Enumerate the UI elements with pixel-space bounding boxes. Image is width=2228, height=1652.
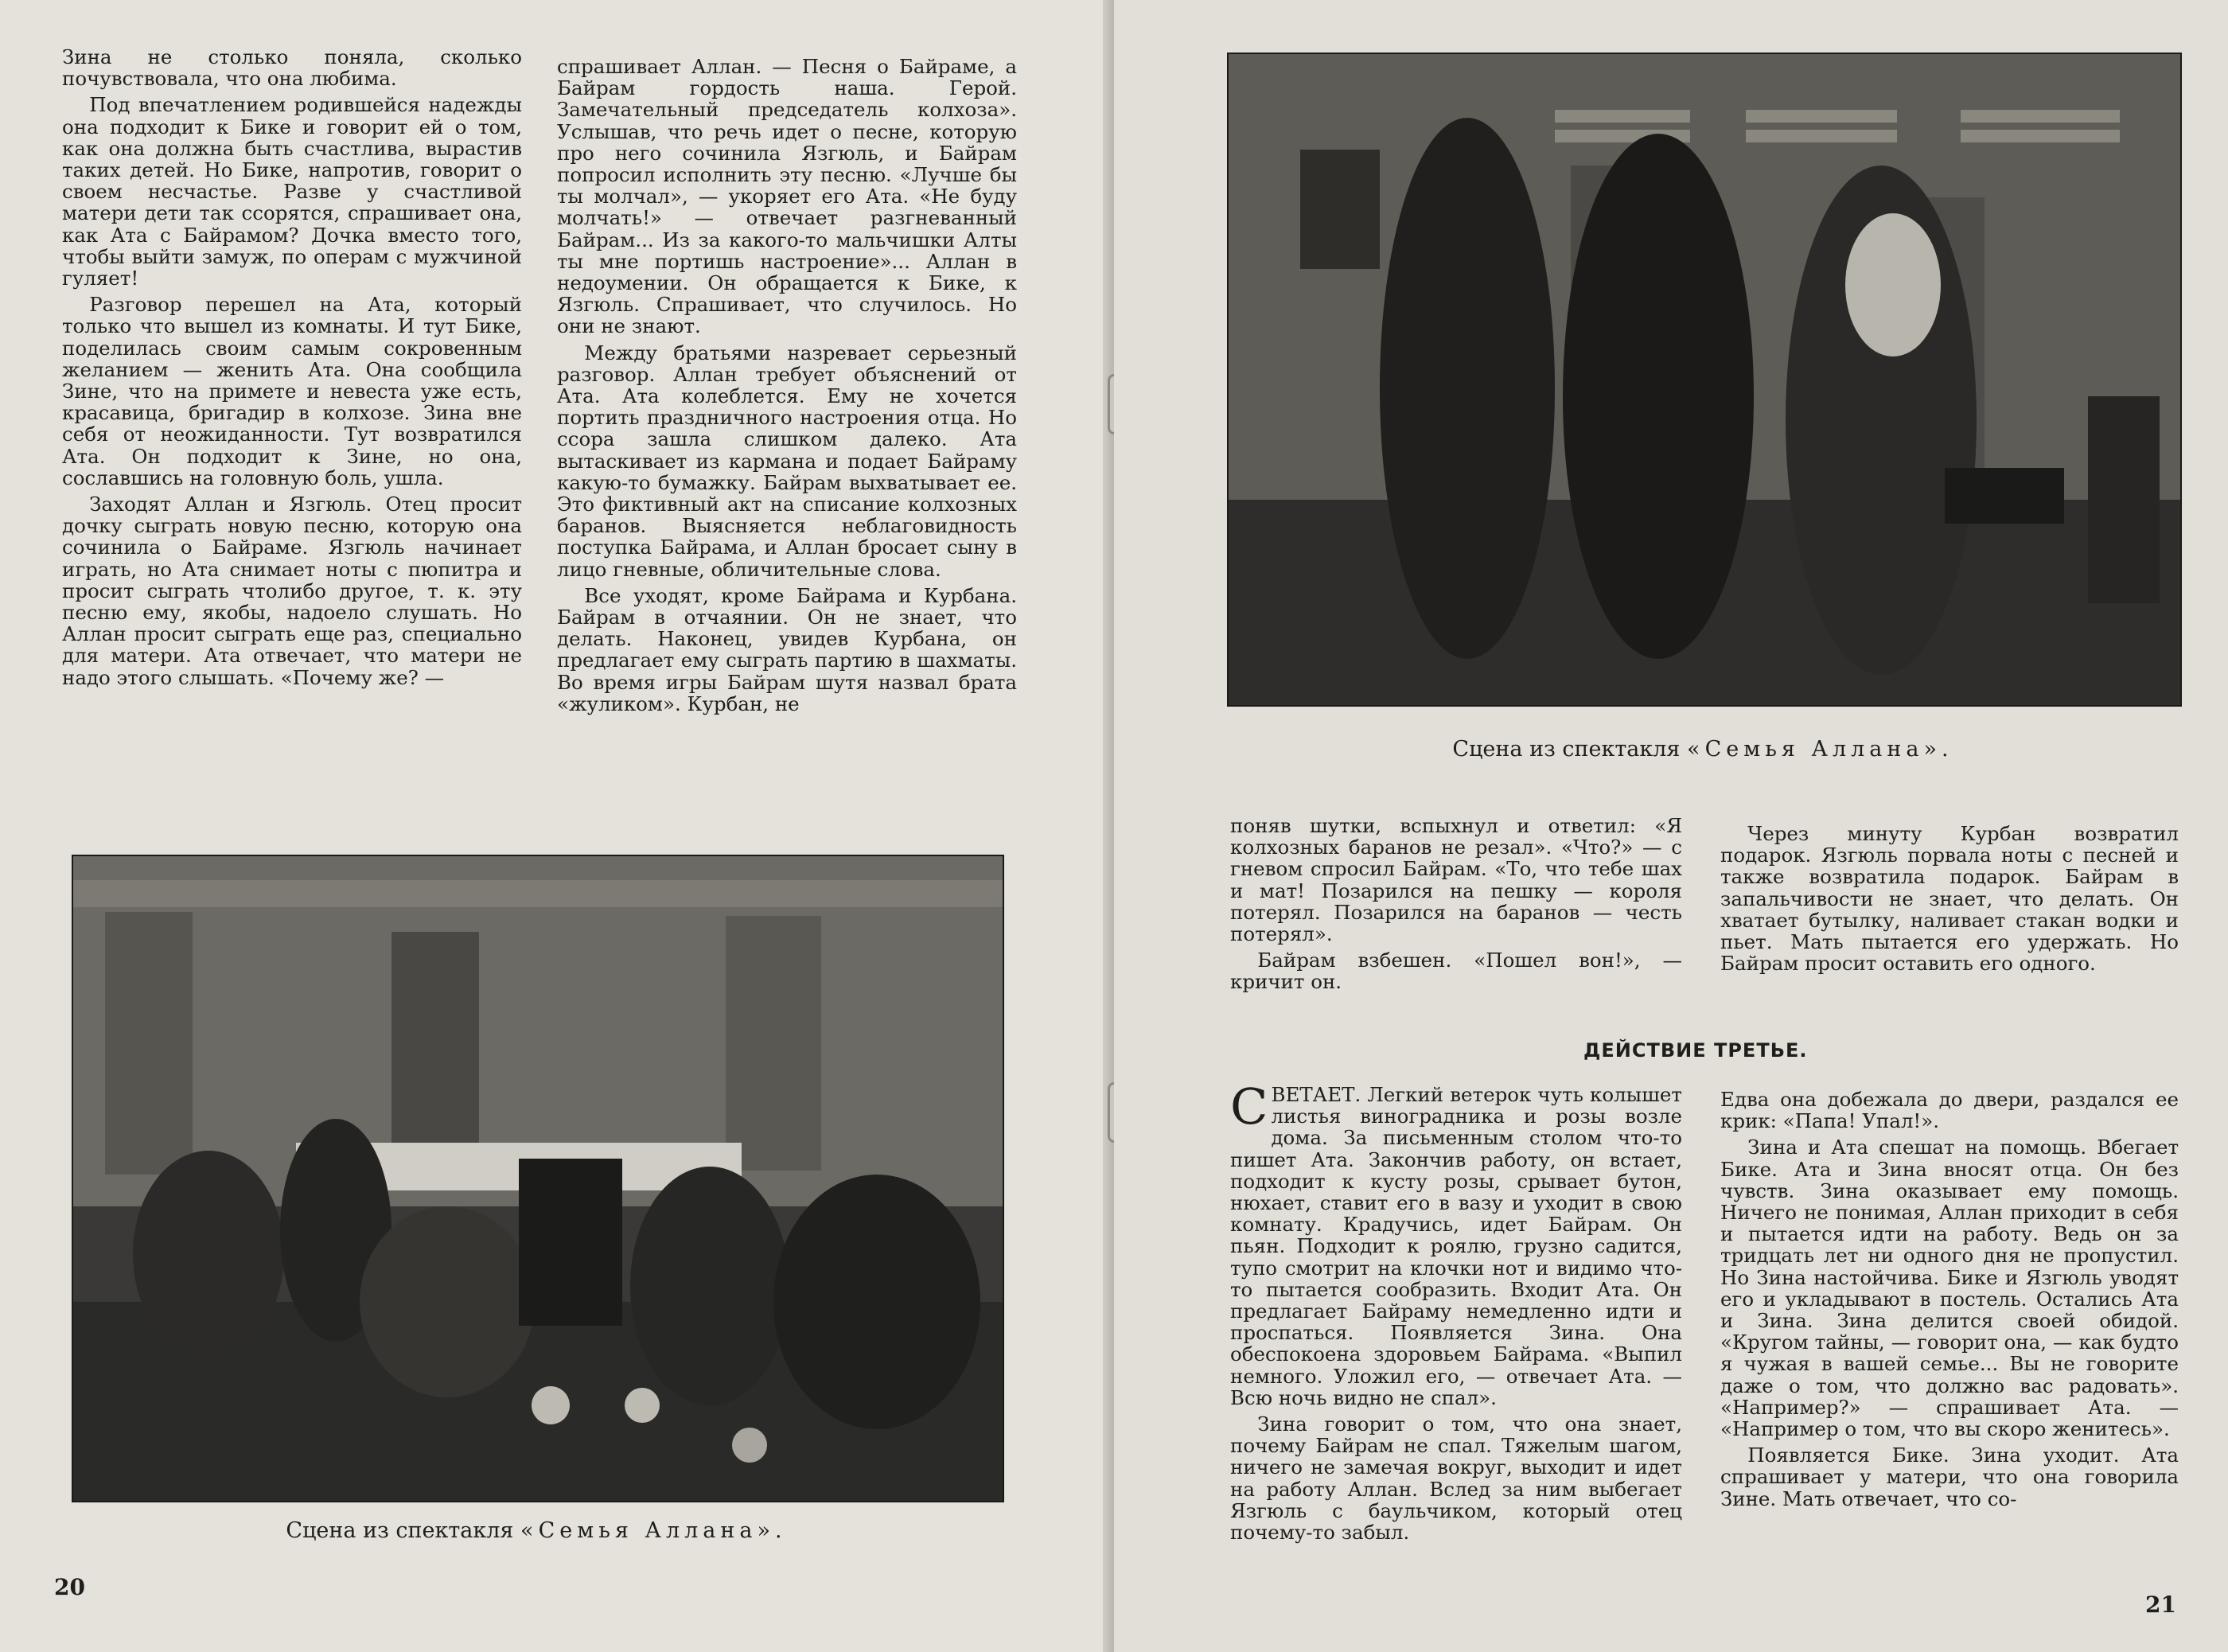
paragraph: Все уходят, кроме Байрама и Курбана. Байрам в отчаянии. Он не знает, что делать. Наконец, увидев Курбана, он предлагает ему сыграть партию в шахматы. Во время игры Байрам шутя назвал брата «жуликом». Курбан, не — [557, 583, 1017, 715]
paragraph: Зина не столько поняла, сколько почувствовала, что она любима. — [62, 45, 522, 91]
paragraph: Под впечатлением родившейся надежды она подходит к Бике и говорит ей о том, как она должна быть счастлива, вырастив таких детей. Но Бике, напротив, говорит о своем несчастье. Разве у счастливой матери дети так ссорятся, спрашивает она, как Ата с Байрамом? Дочка вместо того, чтобы выйти замуж, по операм с мужчиной гуляет! — [62, 93, 522, 290]
drop-cap: С — [1230, 1077, 1268, 1136]
caption-prefix: Сцена из спектакля — [1452, 737, 1681, 762]
theatre-scene-photo-handshake — [1227, 53, 2182, 707]
left-column-1 — [62, 46, 522, 688]
right-page — [1114, 0, 2228, 1652]
photo-illustration — [73, 856, 1003, 1501]
right-photo-caption — [1227, 737, 2179, 762]
paragraph: Заходят Аллан и Язгюль. Отец просит дочку сыграть новую песню, которую она сочинила о Байраме. Язгюль начинает играть, но Ата снимает ноты с пюпитра и просит сыграть чтолибо другое, т. к. эту песню ему, якобы, надоело слушать. Но Аллан просит сыграть еще раз, специально для матери. Ата отвечает, что матери не надо этого слышать. «Почему же? — — [62, 493, 522, 689]
paragraph: Появляется Бике. Зина уходит. Ата спрашивает у матери, что она говорила Зине. Мать отвечает, что со- — [1720, 1444, 2179, 1510]
caption-title: «Семья Аллана». — [520, 1518, 787, 1543]
page-number-right: 21 — [2145, 1592, 2176, 1618]
paragraph-lead: ВЕТАЕТ. Легкий ветерок чуть колышет листья виноградника и розы возле дома. За письменным столом что-то пишет Ата. Закончив работу, он встает, подходит к кусту розы, срывает бутон, нюхает, ставит его в вазу и уходит в свою комнату. Крадучись, идет Байрам. Он пьян. Подходит к роялю, грузно садится, тупо смотрит на клочки нот и видимо что-то пытается сообразить. Входит Ата. Он предлагает Байраму немедленно идти и проспаться. Появляется Зина. Она обеспокоена здоровьем Байрама. «Выпил немного. Уложил его, — отвечает Ата. — Всю ночь видно не спал». — [1230, 1083, 1682, 1409]
paragraph: Зина говорит о том, что она знает, почему Байрам не спал. Тяжелым шагом, ничего не замечая вокруг, выходит и идет на работу Аллан. Вслед за ним выбегает Язгюль с баульчиком, который отец почему-то забыл. — [1230, 1412, 1682, 1545]
paragraph: поняв шутки, вспыхнул и ответил: «Я колхозных баранов не резал». «Что?» — с гневом спросил Байрам. «То, что тебе шах и мат! Позарился на пешку — короля потерял. Позарился на баранов — честь потерял». — [1230, 814, 1682, 946]
paragraph — [1230, 1077, 1682, 1409]
photo-illustration — [1229, 54, 2180, 705]
paragraph: Едва она добежала до двери, раздался ее крик: «Папа! Упал!». — [1720, 1088, 2179, 1133]
paragraph: Разговор перешел на Ата, который только что вышел из комнаты. И тут Бике, поделилась своим самым сокровенным желанием — женить Ата. Она сообщила Зине, что на примете и невеста уже есть, красавица, бригадир в колхозе. Зина вне себя от неожиданности. Тут возвратился Ата. Он подходит к Зине, но она, сославшись на головную боль, ушла. — [62, 293, 522, 489]
paragraph: Между братьями назревает серьезный разговор. Аллан требует объяснений от Ата. Ата колеблется. Ему не хочется портить праздничного настроения отца. Но ссора зашла слишком далеко. Ата вытаскивает из кармана и подает Байраму какую-то бумажку. Байрам выхватывает ее. Это фиктивный акт на списание колхозных баранов. Выясняется неблаговидность поступка Байрама, и Аллан бросает сыну в лицо гневные, обличительные слова. — [557, 341, 1017, 581]
theatre-scene-photo-family-table — [72, 855, 1004, 1502]
left-photo-caption — [72, 1518, 1001, 1543]
right-column-2-bottom — [1720, 1089, 2179, 1510]
right-column-2-top — [1720, 823, 2179, 974]
right-column-1-top — [1230, 815, 1682, 993]
page-number-left: 20 — [54, 1574, 85, 1600]
paragraph: Через минуту Курбан возвратил подарок. Язгюль порвала ноты с песней и также возвратила подарок. Байрам в запальчивости не знает, что делать. Он хватает бутылку, наливает стакан водки и пьет. Мать пытается его удержать. Но Байрам просит оставить его одного. — [1720, 822, 2179, 976]
caption-title: «Семья Аллана». — [1687, 737, 1953, 762]
caption-prefix: Сцена из спектакля — [286, 1518, 514, 1543]
paragraph: Байрам взбешен. «Пошел вон!», — кричит он. — [1230, 949, 1682, 994]
paragraph: спрашивает Аллан. — Песня о Байраме, а Байрам гордость наша. Герой. Замечательный председатель колхоза». Услышав, что речь идет о песне, которую про него сочинила Язгюль, и Байрам попросил исполнить эту песню. «Лучше бы ты молчал», — укоряет его Ата. «Не буду молчать!» — отвечает разгневанный Байрам... Из за какого-то мальчишки Алты ты мне портишь настроение»... Аллан в недоумении. Он обращается к Бике, к Язгюль. Спрашивает, что случилось. Но они не знают. — [557, 55, 1017, 338]
right-column-1-bottom — [1230, 1077, 1682, 1545]
paragraph: Зина и Ата спешат на помощь. Вбегает Бике. Ата и Зина вносят отца. Он без чувств. Зина оказывает ему помощь. Ничего не понимая, Аллан приходит в себя и пытается идти на работу. Ведь он за тридцать лет ни одного дня не пропустил. Но Зина настойчива. Бике и Язгюль уводят его и укладывают в постель. Остались Ата и Зина. Зина делится своей обидой. «Кругом тайны, — говорит она, — как будто я чужая в вашей семье... Вы не говорите даже о том, что должно вас радовать». «Например?» — спрашивает Ата. — «Например о том, что вы скоро женитесь». — [1720, 1136, 2179, 1441]
act-heading: ДЕЙСТВИЕ ТРЕТЬЕ. — [1583, 1039, 1808, 1062]
left-column-2 — [557, 56, 1017, 715]
